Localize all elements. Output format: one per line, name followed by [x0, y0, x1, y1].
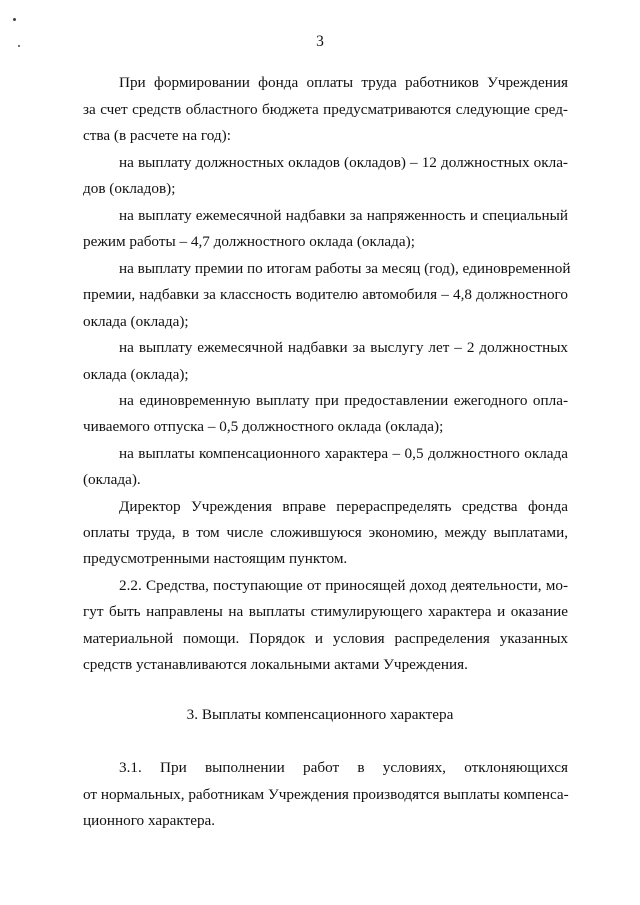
text-line: (оклада).: [83, 471, 141, 488]
text-line: ционного характера.: [83, 812, 216, 829]
page-number: 3: [316, 33, 324, 50]
text-line: гут быть направлены на выплаты стимулирующего характера и оказание: [83, 603, 568, 620]
text-line: оклада (оклада);: [83, 366, 189, 383]
text-line: ства (в расчете на год):: [83, 127, 231, 144]
text-line: 2.2. Средства, поступающие от приносящей доход деятельности, мо-: [119, 577, 568, 594]
text-line: режим работы – 4,7 должностного оклада (оклада);: [83, 233, 415, 250]
text-line: на выплату премии по итогам работы за месяц (год), единовременной: [119, 260, 571, 277]
text-line: чиваемого отпуска – 0,5 должностного оклада (оклада);: [83, 418, 444, 435]
text-line: на единовременную выплату при предоставлении ежегодного опла-: [119, 392, 568, 409]
text-line: на выплаты компенсационного характера – 0,5 должностного оклада: [119, 445, 568, 462]
section-heading: 3. Выплаты компенсационного характера: [186, 706, 454, 723]
text-line: материальной помощи. Порядок и условия распределения указанных: [83, 630, 568, 647]
text-line: Директор Учреждения вправе перераспределять средства фонда: [119, 498, 568, 515]
text-line: оклада (оклада);: [83, 313, 189, 330]
text-line: на выплату должностных окладов (окладов) – 12 должностных окла-: [119, 154, 568, 171]
text-line: премии, надбавки за классность водителю автомобиля – 4,8 должностного: [83, 286, 568, 303]
text-line: за счет средств областного бюджета предусматриваются следующие сред-: [83, 101, 568, 118]
text-line: средств устанавливаются локальными актами Учреждения.: [83, 656, 468, 673]
text-line: 3.1. При выполнении работ в условиях, отклоняющихся: [119, 759, 568, 776]
text-line: предусмотренными настоящим пунктом.: [83, 550, 348, 567]
text-line: на выплату ежемесячной надбавки за выслугу лет – 2 должностных: [119, 339, 568, 356]
text-line: от нормальных, работникам Учреждения производятся выплаты компенса-: [83, 786, 569, 803]
text-line: дов (окладов);: [83, 180, 176, 197]
text-line: на выплату ежемесячной надбавки за напряженность и специальный: [119, 207, 568, 224]
text-line: При формировании фонда оплаты труда работников Учреждения: [119, 74, 568, 91]
text-line: оплаты труда, в том числе сложившуюся экономию, между выплатами,: [83, 524, 568, 541]
scan-speck: [13, 18, 16, 21]
